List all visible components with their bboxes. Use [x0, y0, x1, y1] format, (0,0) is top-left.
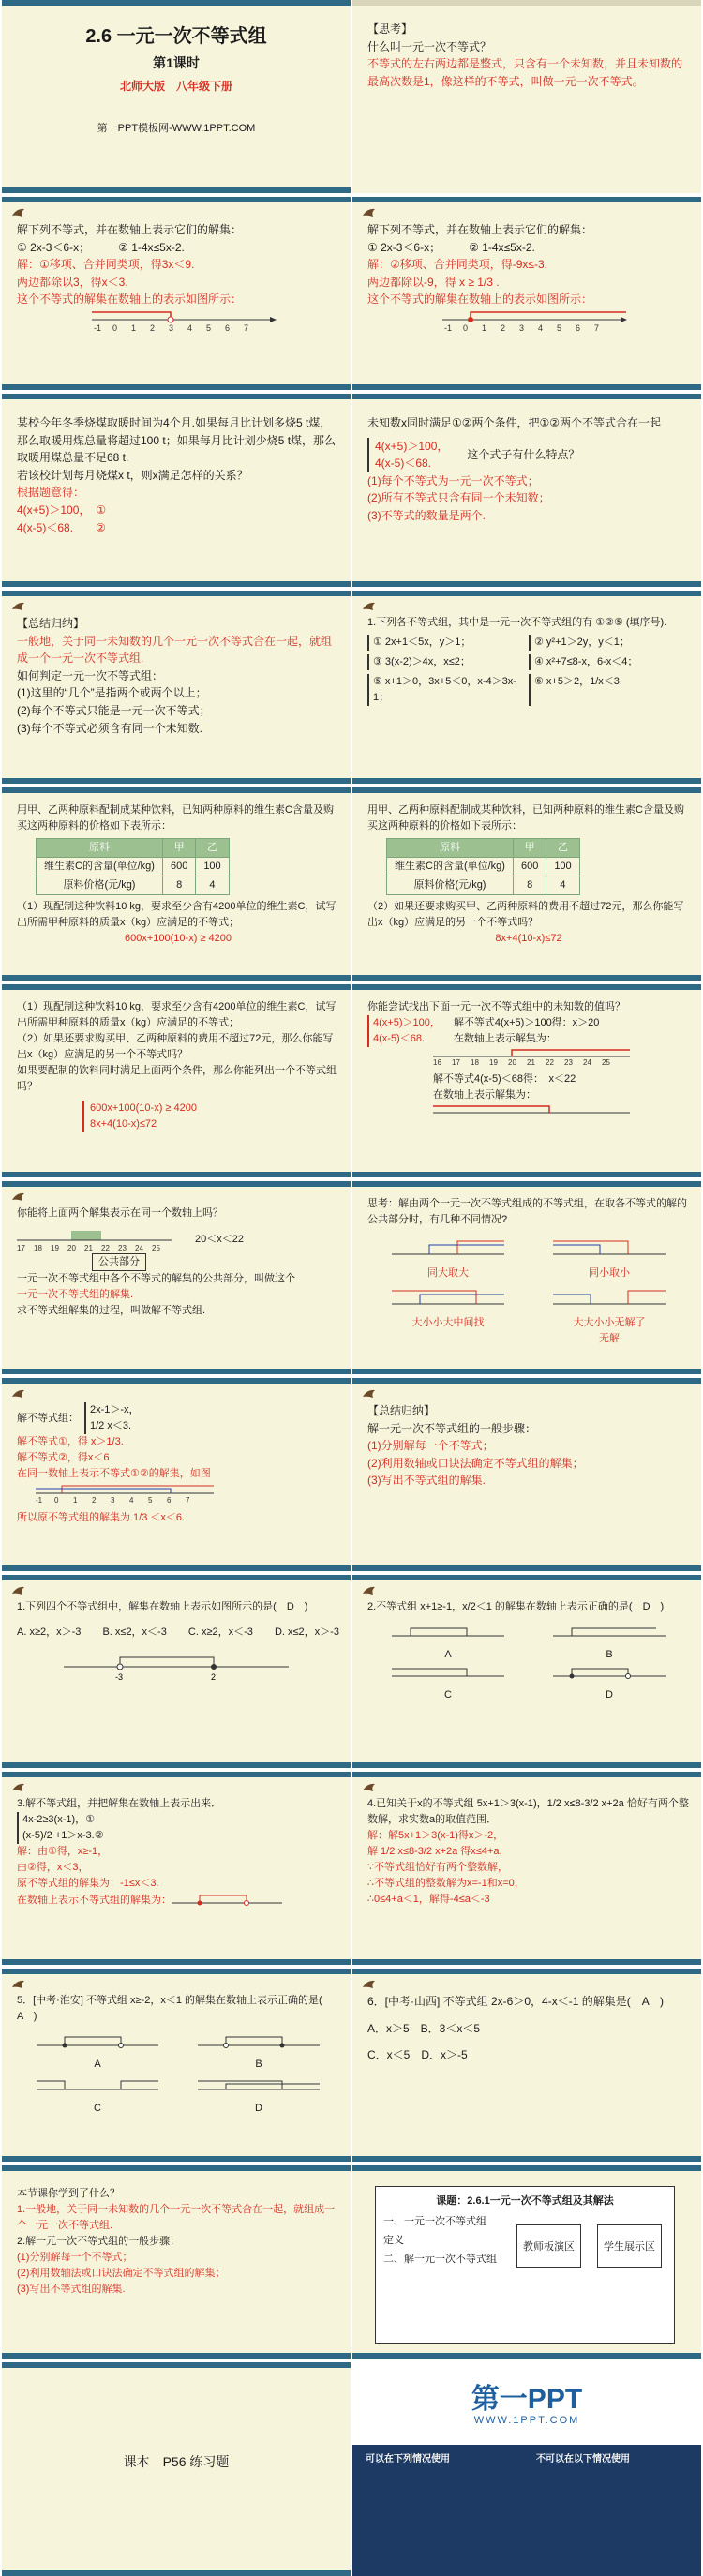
step-2: (2)利用数轴或口诀法确定不等式组的解集； — [367, 1456, 584, 1470]
point-1: 1.一般地，关于同一未知数的几个一元一次不等式合在一起，就组成一个一元一次不等式组. — [17, 2204, 336, 2232]
solution-1: 解不等式4(x+5)＞100得：x＞20 — [453, 1017, 600, 1029]
tick-label: 4 — [129, 1496, 134, 1505]
feature-2: (2)所有不等式只含有同一个未知数； — [367, 491, 550, 505]
number-line — [92, 308, 279, 333]
price-table — [36, 838, 230, 895]
tick-label: 2 — [92, 1496, 97, 1505]
inequality-2: 1/2 x＜3. — [90, 1420, 132, 1432]
question: （1）现配制这种饮料10 kg，要求至少含有4200单位的维生素C，试写出所需甲种原料的质量x（kg）应满足的不等式； — [17, 901, 337, 929]
feature-1: (1)每个不等式为一元一次不等式； — [367, 473, 539, 487]
tick-label: 5 — [148, 1496, 153, 1505]
solution: 20＜x＜22 — [195, 1233, 244, 1245]
tick-label: 2 — [211, 1672, 217, 1683]
step-1: 解：①移项、合并同类项，得3x＜9. — [17, 258, 195, 272]
question: 3.解不等式组，并把解集在数轴上表示出来． — [17, 1798, 222, 1809]
tick-label: 7 — [186, 1496, 190, 1505]
slide-26 — [352, 2362, 701, 2576]
option-1: 2x+1＜5x，y＞1； — [384, 637, 471, 649]
table-cell: 原料价格(元/kg) — [387, 876, 514, 895]
table-cell: 8 — [513, 876, 546, 895]
tick-label: 18 — [471, 1058, 479, 1067]
options-row-1: A．x＞5 B．3＜x＜5 — [367, 2021, 481, 2035]
heading: 【总结归纳】 — [367, 1404, 436, 1417]
slide-13 — [2, 1181, 351, 1374]
step-2: 解 1/2 x≤8-3/2 x+2a 得x≤4+a. — [367, 1846, 502, 1858]
inequality-1: 2x-1＞-x， — [90, 1404, 140, 1415]
bird-icon — [11, 1191, 26, 1204]
table-cell: 100 — [196, 858, 229, 876]
step-2: 由②得，x＜3， — [17, 1862, 89, 1874]
tick-label: 18 — [34, 1244, 42, 1253]
slide-title: 2.6 一元一次不等式组 — [85, 26, 267, 47]
point-3: (1)分别解每一个不等式； — [17, 2252, 133, 2264]
question-1: （1）现配制这种饮料10 kg，要求至少含有4200单位的维生素C，试写出所需甲种原料的质量x（kg）应满足的不等式； — [17, 1001, 337, 1029]
question: 2.不等式组 x+1≥-1，x/2＜1 的解集在数轴上表示正确的是( D ) — [367, 1601, 665, 1612]
question: 4.已知关于x的不等式组 5x+1＞3(x-1)，1/2 x≤8-3/2 x+2a 恰好有两个整数解，求实数a的取值范围． — [367, 1798, 689, 1826]
number-line — [64, 1652, 298, 1684]
inequality-1: 4x-2≥3(x-1)，① — [22, 1814, 96, 1826]
tick-label: 6 — [167, 1496, 172, 1505]
definition: 一般地，关于同一未知数的几个一元一次不等式合在一起，就组成一个一元一次不等式组. — [17, 634, 333, 666]
answer: 不等式的左右两边都是整式，只含有一个未知数，并且未知数的最高次数是1，像这样的不等式，叫做一元一次不等式。 — [367, 57, 683, 88]
heading: 【总结归纳】 — [17, 617, 85, 630]
table-cell: 维生素C的含量(单位/kg) — [37, 858, 163, 876]
option-diagram — [392, 1665, 504, 1682]
case-diagram — [392, 1237, 504, 1260]
problem-1: ① 2x-3＜6-x； — [367, 240, 436, 254]
step-5: ∴0≤4+a＜1，解得-4≤a＜-3 — [367, 1894, 490, 1906]
step-3: ∵不等式组恰好有两个整数解， — [367, 1862, 508, 1874]
solution-2-note: 在数轴上表示解集为： — [433, 1089, 536, 1101]
slide-18 — [352, 1575, 701, 1768]
table-cell: 4 — [196, 876, 229, 895]
tick-label: 21 — [84, 1244, 93, 1253]
table-cell: 维生素C的含量(单位/kg) — [387, 858, 514, 876]
case-diagram — [392, 1287, 504, 1310]
number-line — [433, 1103, 639, 1122]
step-2: 两边都除以3，得x＜3. — [17, 275, 128, 289]
tick-label: 16 — [433, 1058, 441, 1067]
definition-1: 一元一次不等式组中各个不等式的解集的公共部分，叫做这个 — [17, 1273, 295, 1285]
inequality-2: 8x+4(10-x)≤72 — [90, 1118, 157, 1131]
tick-label: 17 — [452, 1058, 460, 1067]
tick-label: 24 — [135, 1244, 143, 1253]
solution: 所以原不等式组的解集为 1/3 ＜x＜6. — [17, 1512, 186, 1524]
problem-text: 用甲、乙两种原料配制成某种饮料，已知两种原料的维生素C含量及购买这两种原料的价格如下表所示： — [367, 804, 684, 832]
bird-icon — [362, 600, 377, 613]
option-b: B — [255, 2059, 262, 2071]
tick-label: 7 — [594, 322, 600, 333]
slide-16 — [352, 1378, 701, 1571]
option-diagram — [553, 1665, 666, 1682]
rule-3: (3)每个不等式必须含有同一个未知数. — [17, 721, 203, 735]
point-5: (3)写出不等式组的解集. — [17, 2284, 126, 2296]
bird-icon — [11, 600, 26, 613]
answer: 8x+4(10-x)≤72 — [495, 933, 562, 945]
heading: 【思考】 — [367, 22, 413, 36]
inequality-2: (x-5)/2 +1＞x-3.② — [22, 1830, 104, 1842]
bird-icon — [362, 1387, 377, 1400]
site-label: 第一PPT模板网-WWW.1PPT.COM — [97, 123, 256, 134]
tick-label: 6 — [225, 322, 231, 333]
option-d: D — [606, 1689, 613, 1701]
slide-3 — [2, 197, 351, 390]
number-line — [442, 308, 630, 333]
bird-icon — [11, 206, 26, 219]
table-cell: 100 — [546, 858, 579, 876]
slide-5 — [2, 394, 351, 587]
bird-icon — [362, 206, 377, 219]
tick-label: 3 — [169, 322, 174, 333]
tick-label: 25 — [152, 1244, 160, 1253]
option-c: C — [94, 2103, 101, 2115]
tick-label: 25 — [602, 1058, 610, 1067]
edition-label: 北师大版 八年级下册 — [119, 80, 232, 93]
option-diagram — [553, 1625, 666, 1641]
slide-23 — [2, 2165, 351, 2359]
option-a: A — [444, 1649, 452, 1661]
tick-label: -1 — [36, 1496, 43, 1505]
plan-item-3: 二、解一元一次不等式组 — [383, 2253, 497, 2265]
question: 本节课你学到了什么？ — [17, 2188, 120, 2199]
slide-6 — [352, 394, 701, 587]
bird-icon — [11, 1781, 26, 1794]
bird-icon — [11, 1584, 26, 1597]
definition-2: 一元一次不等式组的解集. — [17, 1289, 134, 1301]
tick-label: 20 — [67, 1244, 76, 1253]
inequality-2: 4(x-5)＜68. ② — [17, 520, 106, 534]
question: 你能尝试找出下面一元一次不等式组中的未知数的值吗？ — [367, 1001, 625, 1012]
case-1: 同大取大 — [427, 1267, 469, 1280]
tick-label: 24 — [583, 1058, 591, 1067]
slide-20 — [352, 1772, 701, 1965]
case-diagram — [553, 1287, 666, 1310]
plan-item-1: 一、一元一次不等式组 — [383, 2216, 486, 2227]
option-b: B. x≤2，x＜-3 — [102, 1626, 167, 1639]
slide-11 — [2, 984, 351, 1177]
option-4: x²+7≤8-x，6-x＜4； — [546, 656, 638, 668]
table-cell: 600 — [513, 858, 546, 876]
allowed-heading: 可以在下列情况使用 — [366, 2454, 450, 2464]
table-header: 甲 — [513, 839, 546, 858]
problem-text: 某校今年冬季烧煤取暖时间为4个月.如果每月比计划多烧5 t煤，那么取暖用煤总量将超过100 t；如果每月比计划少烧5 t煤，那么取暖用煤总量不足68 t. — [17, 416, 337, 465]
slide-14 — [352, 1181, 701, 1374]
tick-label: -1 — [444, 322, 453, 333]
question: 你能将上面两个解集表示在同一个数轴上吗？ — [17, 1207, 223, 1219]
tick-label: 4 — [538, 322, 544, 333]
option-d: D. x≤2，x＞-3 — [274, 1626, 339, 1639]
slide-1 — [2, 0, 351, 193]
feature-3: (3)不等式的数量是两个. — [367, 508, 486, 522]
answer-intro: 根据题意得： — [17, 486, 85, 500]
tick-label: 1 — [131, 322, 137, 333]
table-header: 原料 — [387, 839, 514, 858]
case-4: 大大小小无解了 — [573, 1317, 646, 1329]
table-header: 乙 — [196, 839, 229, 858]
tick-label: 0 — [54, 1496, 59, 1505]
bird-icon — [362, 1978, 377, 1991]
inequality-2: 4(x-5)＜68. — [375, 457, 432, 471]
step-2: 两边都除以-9，得 x ≥ 1/3 . — [367, 275, 500, 289]
tick-label: 3 — [111, 1496, 115, 1505]
step-3: 这个不等式的解集在数轴上的表示如图所示： — [17, 292, 243, 307]
inequality-1: 600x+100(10-x) ≥ 4200 — [90, 1102, 197, 1115]
brand-logo: 第一PPT — [471, 2384, 583, 2415]
tick-label: 5 — [557, 322, 562, 333]
tick-label: 4 — [187, 322, 193, 333]
table-header: 乙 — [546, 839, 579, 858]
number-line — [172, 1892, 284, 1909]
option-diagram — [392, 1625, 504, 1641]
tick-label: 0 — [463, 322, 469, 333]
option-c: C. x≥2，x＜-3 — [187, 1626, 253, 1639]
solution-1-note: 在数轴上表示解集为： — [453, 1033, 557, 1045]
tick-label: 1 — [482, 322, 487, 333]
bird-icon — [362, 1781, 377, 1794]
case-diagram — [553, 1237, 666, 1260]
table-cell: 原料价格(元/kg) — [37, 876, 163, 895]
question: 如何判定一元一次不等式组： — [17, 668, 164, 682]
tick-label: 2 — [150, 322, 156, 333]
tick-label: 19 — [51, 1244, 59, 1253]
task: 解不等式组： — [17, 1412, 79, 1424]
tick-label: 7 — [244, 322, 249, 333]
intro: 解一元一次不等式组的一般步骤： — [367, 1421, 537, 1435]
options-row-2: C．x＜5 D．x＞-5 — [367, 2048, 468, 2062]
option-a: A — [94, 2059, 101, 2071]
slide-10 — [352, 787, 701, 981]
step-1: (1)分别解每一个不等式； — [367, 1439, 494, 1453]
number-line — [17, 1225, 176, 1253]
question: 这个式子有什么特点？ — [467, 447, 580, 461]
tick-label: 0 — [112, 322, 118, 333]
tick-label: 3 — [519, 322, 525, 333]
tick-label: 2 — [501, 322, 506, 333]
option-b: B — [606, 1649, 613, 1661]
question: 若该校计划每月烧煤x t，则x满足怎样的关系？ — [17, 468, 248, 482]
slide-21 — [2, 1969, 351, 2162]
step-4: 在数轴上表示不等式组的解集为： — [17, 1894, 172, 1906]
number-line — [36, 1482, 223, 1505]
brand-url: WWW.1PPT.COM — [473, 2415, 580, 2426]
blackboard-plan — [375, 2186, 675, 2344]
tick-label: 19 — [489, 1058, 498, 1067]
step-1: 解：由①得，x≥-1， — [17, 1846, 109, 1858]
rule-2: (2)每个不等式只能是一元一次不等式； — [17, 703, 211, 717]
slide-2 — [352, 0, 701, 193]
tick-label: 5 — [206, 322, 212, 333]
tick-label: 1 — [73, 1496, 78, 1505]
step-1: 解：②移项、合并同类项，得-9x≤-3. — [367, 258, 548, 272]
case-2: 同小取小 — [589, 1267, 630, 1280]
slide-17 — [2, 1575, 351, 1768]
step-3: 这个不等式的解集在数轴上的表示如图所示： — [367, 292, 593, 307]
slide-9 — [2, 787, 351, 981]
tick-label: 20 — [508, 1058, 516, 1067]
tick-label: 23 — [118, 1244, 127, 1253]
tick-label: 23 — [564, 1058, 573, 1067]
option-6: x+5＞2，1/x＜3. — [546, 676, 622, 688]
option-c: C — [444, 1689, 452, 1701]
step-3: (3)写出不等式组的解集. — [367, 1474, 486, 1488]
inequality-1: 4(x+5)＞100， — [375, 439, 449, 453]
task: 解下列不等式，并在数轴上表示它们的解集： — [17, 223, 243, 236]
answer: 600x+100(10-x) ≥ 4200 — [125, 933, 232, 945]
slide-7 — [2, 591, 351, 784]
slide-22 — [352, 1969, 701, 2162]
tick-label: 6 — [576, 322, 581, 333]
tick-label: 17 — [17, 1244, 25, 1253]
question-3: 如果要配制的饮料同时满足上面两个条件，那么你能列出一个不等式组吗？ — [17, 1065, 337, 1093]
tick-label: 22 — [101, 1244, 110, 1253]
slide-12 — [352, 984, 701, 1177]
option-diagram — [37, 2076, 158, 2095]
case-3: 大小小大中间找 — [411, 1317, 485, 1329]
inequality-1: 4(x+5)＞100， ① — [17, 502, 107, 517]
table-cell: 4 — [546, 876, 579, 895]
problem-text: 用甲、乙两种原料配制成某种饮料，已知两种原料的维生素C含量及购买这两种原料的价格如下表所示： — [17, 804, 334, 832]
step-1: 解：解5x+1＞3(x-1)得x＞-2， — [367, 1830, 504, 1842]
definition-3: 求不等式组解集的过程，叫做解不等式组. — [17, 1305, 206, 1317]
tick-label: 22 — [546, 1058, 554, 1067]
slide-15 — [2, 1378, 351, 1571]
table-cell: 600 — [162, 858, 195, 876]
homework: 课本 P56 练习题 — [123, 2454, 230, 2469]
plan-title: 课题：2.6.1一元一次不等式组及其解法 — [436, 2195, 614, 2207]
point-2: 2.解一元一次不等式组的一般步骤： — [17, 2236, 181, 2248]
point-4: (2)利用数轴法或口诀法确定不等式组的解集； — [17, 2268, 226, 2280]
step-3: 在同一数轴上表示不等式①②的解集，如图 — [17, 1468, 211, 1480]
bird-icon — [11, 1978, 26, 1991]
lesson-label: 第1课时 — [153, 55, 200, 70]
table-cell: 8 — [162, 876, 195, 895]
step-1: 解不等式①，得 x＞1/3. — [17, 1436, 124, 1448]
problem-2: ② 1-4x≤5x-2. — [469, 240, 535, 254]
student-area: 学生展示区 — [597, 2224, 662, 2268]
option-5: x+1＞0，3x+5＜0，x-4＞3x-1； — [373, 676, 516, 704]
question: （2）如果还要求购买甲、乙两种原料的费用不超过72元，那么你能写出x（kg）应满足的另一个不等式吗？ — [367, 901, 684, 929]
slide-24 — [352, 2165, 701, 2359]
plan-item-2: 定义 — [383, 2234, 404, 2246]
intro: 未知数x同时满足①②两个条件，把①②两个不等式合在一起 — [367, 416, 662, 429]
question: 5．[中考·淮安] 不等式组 x≥-2，x＜1 的解集在数轴上表示正确的是( A ) — [17, 1995, 333, 2023]
solution-2: 解不等式4(x-5)＜68得： x＜22 — [433, 1073, 576, 1086]
slide-8: 1.下列各不等式组，其中是一元一次不等式组的有 ①②⑤ (填序号). ① 2x+1＜5x，y＞1； ② y²+1＞2y，y＜1； ③ 3(x-2)＞4x，x≤2； ④ x²+7≤8-x，6-x＜4； ⑤ x+1＞0，3x+5＜0，x-4＞3x-1； ⑥ x+5＞2，1/x＜3. — [352, 591, 701, 784]
tick-label: -3 — [115, 1672, 124, 1683]
slide-19 — [2, 1772, 351, 1965]
rule-1: (1)这里的“几个”是指两个或两个以上； — [17, 686, 207, 700]
inequality-2: 4(x-5)＜68. — [373, 1033, 426, 1045]
common-part-label: 公共部分 — [92, 1253, 146, 1271]
inequality-1: 4(x+5)＞100， — [373, 1017, 441, 1029]
forbidden-heading: 不可以在以下情况使用 — [536, 2454, 630, 2464]
option-diagram — [198, 2076, 320, 2095]
slide-4 — [352, 197, 701, 390]
option-a: A. x≥2，x＞-3 — [17, 1626, 82, 1639]
table-header: 甲 — [162, 839, 195, 858]
option-3: 3(x-2)＞4x，x≤2； — [384, 656, 471, 668]
question: 思考：解由两个一元一次不等式组成的不等式组，在取各不等式的解的公共部分时，有几种不同情况? — [367, 1198, 687, 1226]
step-2: 解不等式②，得x＜6 — [17, 1452, 110, 1464]
problem-2: ② 1-4x≤5x-2. — [118, 240, 185, 254]
teacher-area: 教师板演区 — [516, 2224, 581, 2268]
number-line — [433, 1047, 639, 1066]
step-4: ∴不等式组的整数解为x=-1和x=0， — [367, 1878, 525, 1890]
option-diagram — [37, 2032, 158, 2051]
option-diagram — [198, 2032, 320, 2051]
tick-label: 21 — [527, 1058, 535, 1067]
option-2: y²+1＞2y，y＜1； — [546, 637, 630, 649]
question: 什么叫一元一次不等式？ — [367, 39, 492, 53]
question: 1.下列四个不等式组中，解集在数轴上表示如图所示的是( D ) — [17, 1601, 308, 1612]
slide-25 — [2, 2362, 351, 2576]
bird-icon — [11, 1387, 26, 1400]
option-d: D — [255, 2103, 262, 2115]
bird-icon — [362, 1584, 377, 1597]
question: 6．[中考·山西] 不等式组 2x-6＞0，4-x＜-1 的解集是( A ) — [367, 1995, 665, 2008]
table-header: 原料 — [37, 839, 163, 858]
problem-1: ① 2x-3＜6-x； — [17, 240, 85, 254]
tick-label: -1 — [94, 322, 102, 333]
task: 解下列不等式，并在数轴上表示它们的解集： — [367, 223, 593, 236]
case-4-result: 无解 — [599, 1333, 620, 1345]
question-2: （2）如果还要求购买甲、乙两种原料的费用不超过72元，那么你能写出x（kg）应满足的另一个不等式吗？ — [17, 1033, 334, 1061]
step-3: 原不等式组的解集为：-1≤x＜3. — [17, 1878, 159, 1890]
price-table — [386, 838, 580, 895]
question: 1.下列各不等式组，其中是一元一次不等式组的有 ①②⑤ (填序号). — [367, 617, 667, 628]
